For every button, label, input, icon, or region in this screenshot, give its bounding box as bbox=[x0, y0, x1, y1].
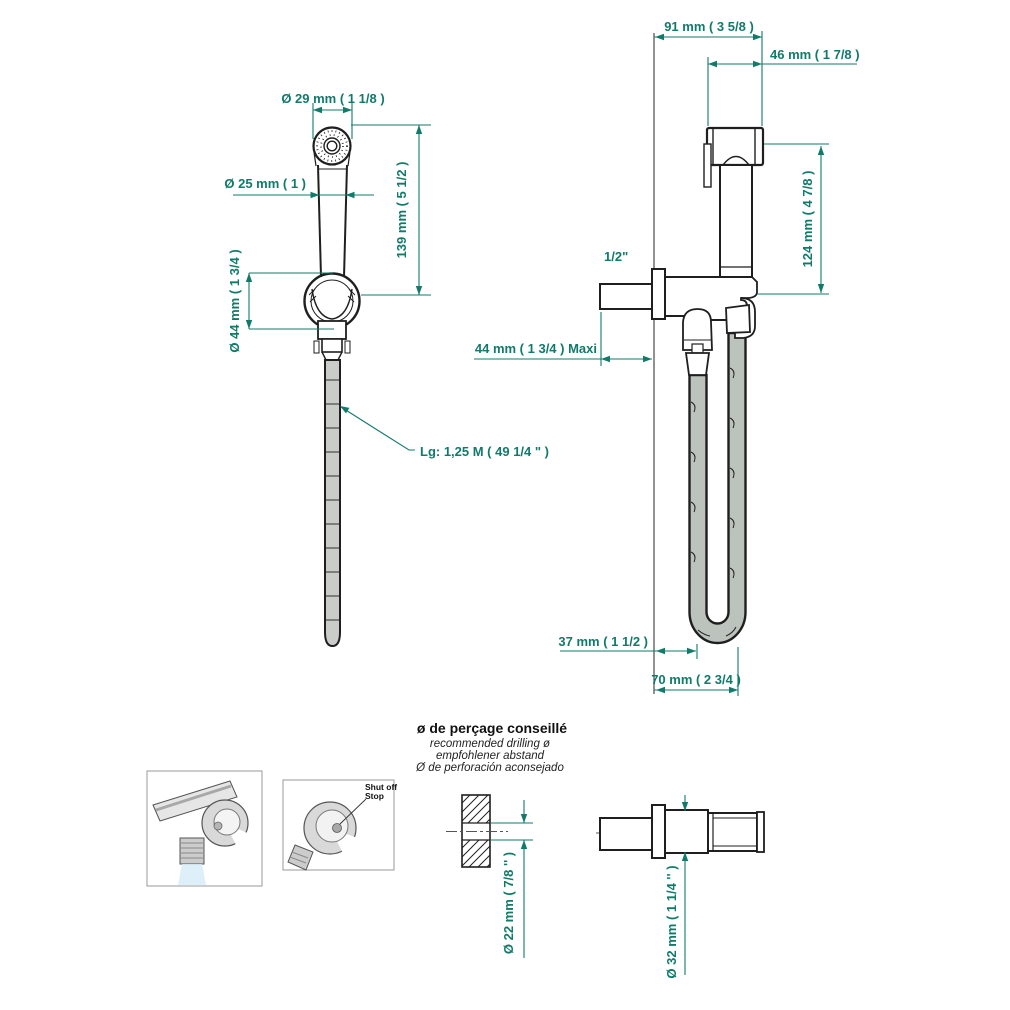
drilling-note-title: ø de perçage conseillé bbox=[416, 720, 568, 736]
hose-front bbox=[314, 321, 350, 646]
front-view bbox=[305, 128, 360, 647]
hose-offset-label: 37 mm ( 1 1/2 ) bbox=[558, 634, 648, 649]
holder-detail-photo-2 bbox=[283, 780, 397, 870]
holder-detail-photo-1 bbox=[147, 771, 262, 886]
drilling-note-en: recommended drilling ø bbox=[429, 738, 551, 750]
shut-off-label-line1: Shut off bbox=[365, 782, 398, 792]
drilling-note-de: empfohlener abstand bbox=[435, 750, 545, 762]
spray-nut-side bbox=[683, 309, 712, 375]
hose-length-label: Lg: 1,25 M ( 49 1/4 " ) bbox=[420, 444, 549, 459]
hose-outlet-nut bbox=[726, 305, 750, 333]
front-view-dimensions bbox=[224, 91, 549, 459]
shut-off-label-line2: Stop bbox=[365, 791, 384, 801]
drill-cross-section bbox=[446, 795, 533, 958]
holder-diameter-label: Ø 44 mm ( 1 3/4 ) bbox=[227, 249, 242, 353]
handle-front bbox=[318, 165, 347, 277]
escutcheon-diameter-label: Ø 32 mm ( 1 1/4 '' ) bbox=[664, 865, 679, 979]
handle-length-label: 139 mm ( 5 1/2 ) bbox=[394, 161, 409, 259]
drilling-note bbox=[415, 720, 567, 774]
overall-depth-label: 91 mm ( 3 5/8 ) bbox=[664, 19, 754, 34]
head-depth-label: 46 mm ( 1 7/8 ) bbox=[770, 47, 860, 62]
handle-side bbox=[720, 165, 752, 277]
spray-head-front bbox=[314, 128, 351, 167]
inlet-thread-label: 1/2" bbox=[604, 249, 629, 264]
head-diameter-label: Ø 29 mm ( 1 1/8 ) bbox=[281, 91, 385, 106]
side-view-dimensions bbox=[474, 19, 860, 696]
body-height-label: 124 mm ( 4 7/8 ) bbox=[800, 170, 815, 268]
hose-depth-label: 70 mm ( 2 3/4 ) bbox=[651, 672, 741, 687]
hose-side bbox=[690, 333, 746, 643]
drilling-note-es: Ø de perforación aconsejado bbox=[416, 762, 564, 774]
supply-pipe bbox=[600, 269, 665, 319]
side-view bbox=[600, 33, 763, 694]
handle-diameter-label: Ø 25 mm ( 1 ) bbox=[224, 176, 306, 191]
shut-off-stop-pin bbox=[333, 824, 342, 833]
drill-diameter-label: Ø 22 mm ( 7/8 '' ) bbox=[501, 851, 516, 955]
water-stream bbox=[178, 864, 206, 885]
wall-thickness-max-label: 44 mm ( 1 3/4 ) Maxi bbox=[474, 341, 597, 356]
escutcheon-side-view bbox=[596, 795, 764, 979]
